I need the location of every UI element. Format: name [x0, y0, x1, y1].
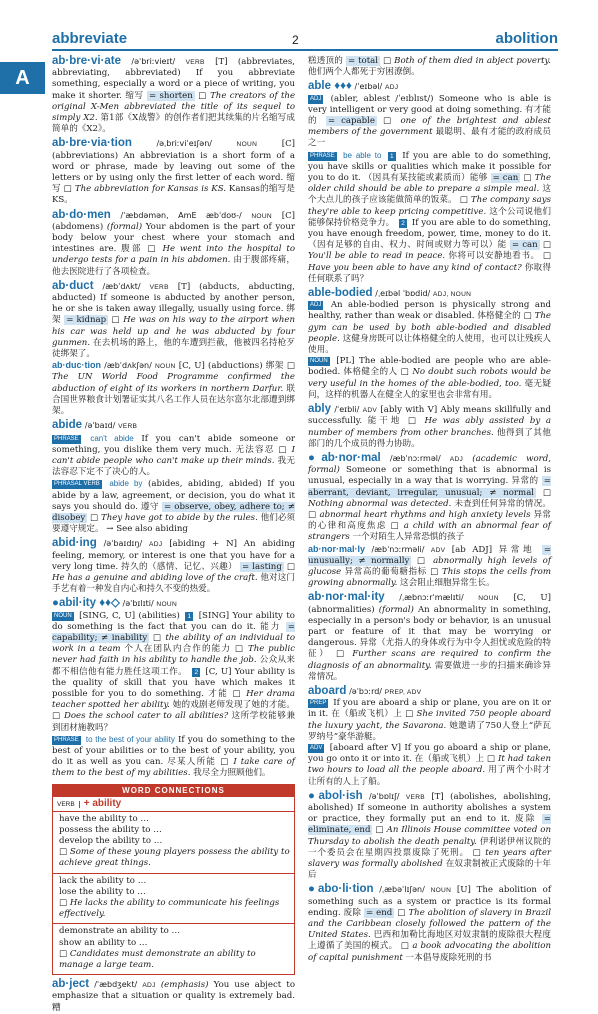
- word-connections-title: WORD CONNECTIONS: [53, 785, 294, 797]
- dictionary-entry: ably /ˈeɪbli/ ADV [ably with V] Ably means skillfully and successfully. 能干地 □ He was ably assisted by a number of members from other branches. 他得到了其他部门的几个成员的得力协助。: [308, 403, 552, 449]
- dictionary-entry: able ♦♦♦ /ˈeɪbəl/ ADJ ADJ (abler, ablest /ˈeɪblɪst/) Someone who is able is very intelligent or very good at doing something. 有才能的 = capable □ one of the brightest and ablest members of the government 最聪明、最有才能的政府成员之一 PHRASE be able to 1 If you are able to do something, you have skills or qualities which make it possible for you to do it. （因具有某技能或素质而）能够 = can □ The older child should be able to prepare a simple meal. 这个大点儿的孩子应该能做简单的饭菜。 □ The company says they're able to keep pricing competitive. 这个公司说他们能够保持价格竞争力。 2 If you are able to do something, you have enough freedom, power, time, money to do it. （因有足够的自由、权力、时间或财力等可以）能 = can □ You'll be able to read in peace. 你将可以安静地看书。 □ Have you been able to have any kind of contact? 你取得任何联系了吗？: [308, 80, 552, 284]
- dictionary-entry: able-bodied /ˌeɪbəl ˈbɒdid/ ADJ, NOUN ADJ An able-bodied person is physically strong and healthy, rather than weak or disabled. 体格健全的 □ The gym can be used by both able-bodied and disabled people. 这健身房既可以让体格健全的人使用，也可以让残疾人使用。 NOUN [PL] The able-bodied are people who are able-bodied. 体格健全的人 □ No doubt such robots would be very useful in the homes of the able-bodied, too. 毫无疑问，这样的机器人在健全人的家里也会非常有用。: [308, 287, 551, 400]
- dictionary-entry: ●abo·li·tion /ˌæbəˈlɪʃən/ NOUN [U] The abolition of something such as a system or practice is its formal ending. 废除 = end □ The abolition of slavery in Brazil and the Caribbean closely followed the pattern of the United States. 巴西和加勒比海地区对奴隶制的废除很大程度上遵循了美国的模式。 □ a book advocating the abolition of capital punishment 一本倡导废除死刑的书: [308, 883, 552, 963]
- left-entries: [52, 56, 295, 780]
- collocation-example: □ Some of these young players possess the ability to achieve great things.: [59, 847, 290, 869]
- page-number: 2: [292, 33, 299, 47]
- collocation-group: [53, 812, 294, 874]
- collocation-group: [53, 924, 294, 974]
- collocation-example: □ He lacks the ability to communicate his feelings effectively.: [59, 898, 280, 920]
- collocation-group: [53, 874, 294, 925]
- collocation-line: show an ability to …: [59, 937, 148, 948]
- right-entries: [308, 56, 551, 964]
- right-column: [308, 56, 552, 963]
- header-rule: [52, 49, 558, 51]
- left-entries-after: [52, 979, 295, 1014]
- dictionary-entry: ab·nor·mal·ity /ˌæbnɔːrˈmælɪti/ NOUN [C, U] (abnormalities) (formal) An abnormality in something, especially in a person's body or behavior, is an unusual part or feature of it that may be worrying or dangerous. 异常（尤指人的身体或行为中令人担忧或危险的特征） □ Further scans are required to confirm the diagnosis of an abnormality. 需要做进一步的扫描来确诊异常情况。: [308, 591, 552, 682]
- collocation-line: demonstrate an ability to …: [59, 926, 181, 937]
- dictionary-entry: aboard /əˈbɔːrd/ PREP, ADV PREP If you are aboard a ship or plane, you are on it or in it. 在（船或飞机）上 □ She invited 750 people aboard the luxury yacht, the Savarona. 她邀请了750人登上“萨瓦罗纳号”豪华游艇。 ADV [aboard after V] If you go aboard a ship or plane, you go onto it or into it. 在（船或飞机）上 □ It had taken two hours to load all the people aboard. 用了两个小时才让所有的人上了船。: [308, 684, 552, 787]
- dictionary-entry: 糕透顶的 = total □ Both of them died in abject poverty. 他们两个人都死于穷困潦倒。: [308, 56, 551, 78]
- dictionary-entry: ab·bre·vi·ate /əˈbriːvieɪt/ VERB [T] (abbreviates, abbreviating, abbreviated) If you abbreviate something, especially a word or a piece of writing, you make it shorter. 缩写 = shorten □ The creators of the original X-Men abbreviated the title of its sequel to simply X2. 第1部《X战警》的创作者们把其续集的片名缩写成简单的《X2》。: [52, 55, 296, 135]
- word-connections-word: + ability: [83, 797, 122, 809]
- page-header: [0, 0, 598, 48]
- dictionary-entry: ab·bre·via·tion /əˌbriːviˈeɪʃən/ NOUN [C] (abbreviations) An abbreviation is a short form of a word or phrase, made by leaving out some of the letters or by using only the first letter of each word. 缩写 □ The abbreviation for Kansas is KS. Kansas的缩写是KS。: [52, 137, 295, 206]
- collocation-example: □ Candidates must demonstrate an ability to manage a large team.: [59, 948, 256, 971]
- collocation-line: lose the ability to …: [59, 886, 146, 897]
- collocation-line: possess the ability to …: [59, 824, 162, 835]
- dictionary-entry: ab·duct /æbˈdʌkt/ VERB [T] (abducts, abducting, abducted) If someone is abducted by another person, he or she is taken away illegally, usually using force. 绑架 = kidnap □ He was on his way to the airport when his car was held up and he was abducted by four gunmen. 在去机场的路上，他的车遭到拦截，他被四名持枪歹徒绑架了。 ab·duc·tion /æbˈdʌkʃən/ NOUN [C, U] (abductions) 绑架 □ The UN World Food Programme confirmed the abduction of eight of its workers in northern Darfur. 联合国世界粮食计划署证实其八名工作人员在达尔富尔北部遭到绑架。: [52, 279, 296, 417]
- word-connections-subhead: [53, 797, 294, 812]
- dictionary-entry: ab·do·men /ˈæbdəmən, AmE æbˈdoʊ-/ NOUN [C] (abdomens) (formal) Your abdomen is the part of your body below your chest where your stomach and intestines are. 腹部 □ He went into the hospital to undergo tests for a pain in his abdomen. 由于腹部疼痛，他去医院进行了各项检查。: [52, 208, 295, 277]
- letter-thumb-tab: A: [0, 62, 45, 94]
- dictionary-entry: ●abil·ity ♦♦◇ /əˈbɪlɪti/ NOUN NOUN [SING, C, U] (abilities) 1 [SING] Your ability to do something is the fact that you can do it. 能力 = capability; ≠ inability □ the ability of an individual to work in a team 个人在团队内合作的能力 □ The public never had faith in his ability to handle the job. 公众从来都不相信他有能力胜任这项工作。 2 [C, U] Your ability is the quality of skill that you have which makes it possible for you to do something. 才能 □ Her drama teacher spotted her ability. 她的戏剧老师发现了她的才能。 □ Does the school cater to all abilities? 这所学校能够兼到团材施教吗？ PHRASE to the best of your ability If you do something to the best of your abilities or to the best of your ability, you do it as well as you can. 尽某人所能 □ I take care of them to the best of my abilities. 我尽全力照顾他们。: [52, 597, 296, 779]
- word-connections-pos: VERB: [53, 801, 80, 808]
- word-connections-sections: [53, 812, 294, 975]
- collocation-line: develop the ability to …: [59, 836, 163, 846]
- word-connections-box: [52, 784, 295, 976]
- dictionary-entry: ●abol·ish /əˈbɒlɪʃ/ VERB [T] (abolishes, abolishing, abolished) If someone in authority abolishes a system or practice, they formally put an end to it. 废除 = eliminate, end □ An Illinois House committee voted on Thursday to abolish the death penalty. 伊利诺伊州议院的一个委员会在星期四投票废除了死刑。 □ ten years after slavery was formally abolished 在奴隶制被正式废除的十年后: [308, 789, 552, 881]
- running-head-right: abolition: [495, 30, 558, 47]
- collocation-line: have the ability to …: [59, 813, 149, 824]
- collocation-line: lack the ability to …: [59, 875, 147, 886]
- dictionary-entry: ab·ject /ˈæbdʒekt/ ADJ (emphasis) You use abject to emphasize that a situation or quality is extremely bad. 糟: [52, 978, 296, 1013]
- dictionary-entry: ●ab·nor·mal /æbˈnɔːrməl/ ADJ (academic word, formal) Someone or something that is abnormal is unusual, especially in a way that is worrying. 异常的 = aberrant, deviant, irregular, unusual; ≠ normal □ Nothing abnormal was detected. 未查到任何异常的情况。 □ abnormal heart rhythms and high anxiety levels 异常的心律和高度焦虑 □ a child with an abnormal fear of strangers 一个对陌生人异常恐惧的孩子 ab·nor·mal·ly /æbˈnɔːrməli/ ADV [ab ADJ] 异常地 = unusually; ≠ normally □ abnormally high levels of glucose 异常高的葡萄糖指标 □ This stops the cells from growing abnormally. 这会阻止细胞异常生长。: [308, 451, 552, 589]
- running-head-left: abbreviate: [52, 30, 128, 47]
- dictionary-entry: abid·ing /əˈbaɪdɪŋ/ ADJ [abiding + N] An abiding feeling, memory, or interest is one that you have for a very long time. 持久的（感情、记忆、兴趣） = lasting □ He has a genuine and abiding love of the craft. 他对这门手艺有着一种发自内心和持久不变的热爱。: [52, 537, 296, 595]
- left-column: [52, 55, 296, 1013]
- dictionary-entry: abide /əˈbaɪd/ VERB PHRASE can't abide If you can't abide someone or something, you dislike them very much. 无法容忍 □ I can't abide people who can't make up their minds. 我无法容忍下定不了决心的人。 PHRASAL VERB abide by (abides, abiding, abided) If you abide by a law, agreement, or decision, you do what it says you should do. 遵守 = observe, obey, adhere to; ≠ disobey □ They have got to abide by the rules. 他们必须要遵守规定。 → See also abiding: [52, 419, 296, 535]
